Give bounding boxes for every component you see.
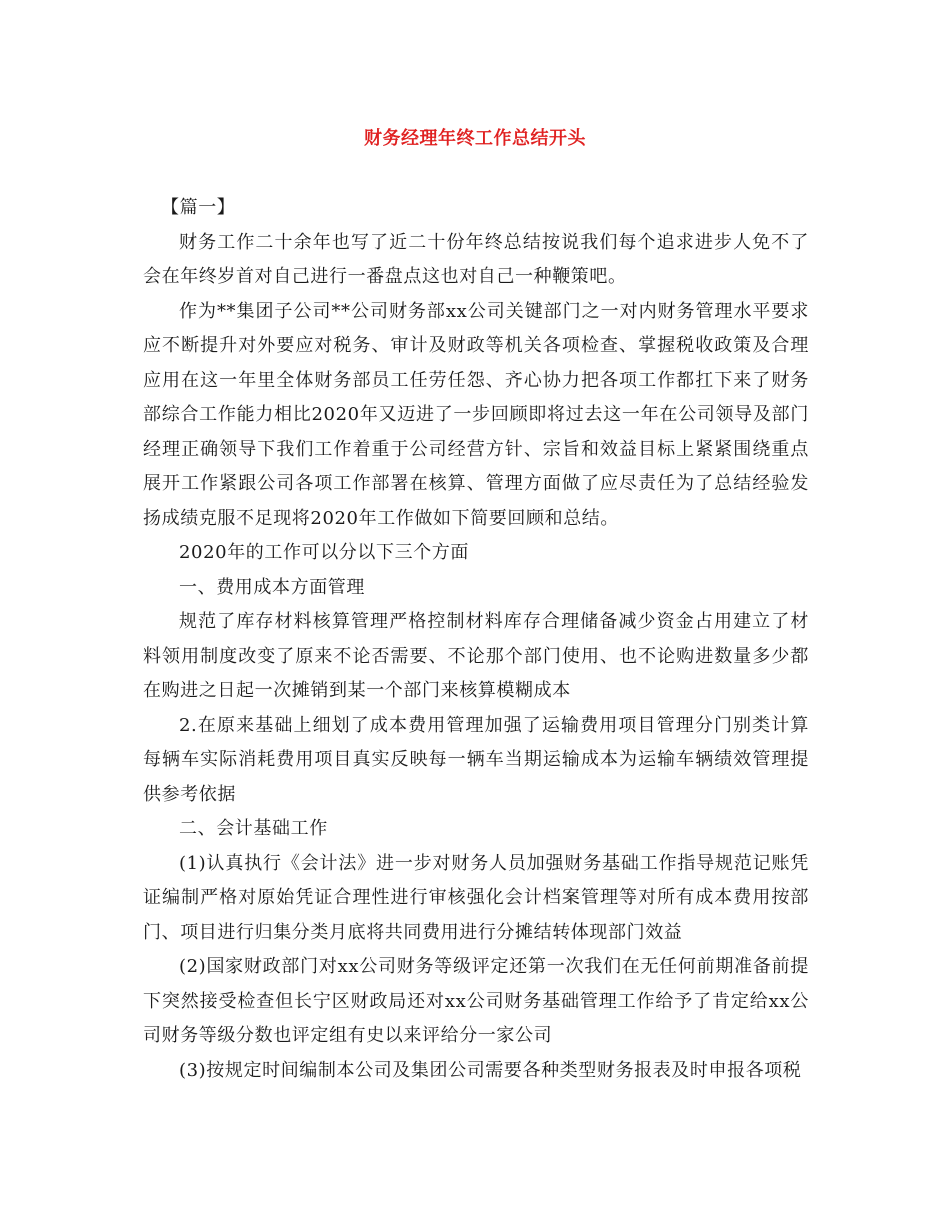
section-heading: 二、会计基础工作	[179, 818, 328, 839]
section-heading: 一、费用成本方面管理	[179, 576, 365, 598]
paragraph: 财务工作二十余年也写了近二十份年终总结按说我们每个追求进步人免不了会在年终岁首对自己进行一番盘点这也对自己一种鞭策吧。	[143, 231, 809, 287]
paragraph: (2)国家财政部门对xx公司财务等级评定还第一次我们在无任何前期准备前提下突然接受检查但长宁区财政局还对xx公司财务基础管理工作给予了肯定给xx公司财务等级分数也评定组有史以来评给分一家公司	[143, 956, 809, 1046]
document-title: 财务经理年终工作总结开头	[364, 128, 586, 149]
paragraph: (3)按规定时间编制本公司及集团公司需要各种类型财务报表及时申报各项税	[179, 1059, 802, 1081]
paragraph: (1)认真执行《会计法》进一步对财务人员加强财务基础工作指导规范记账凭证编制严格对原始凭证合理性进行审核强化会计档案管理等对所有成本费用按部门、项目进行归集分类月底将共同费用进行分摊结转体现部门效益	[143, 852, 809, 943]
paragraph: 作为**集团子公司**公司财务部xx公司关键部门之一对内财务管理水平要求应不断提升对外要应对税务、审计及财政等机关各项检查、掌握税收政策及合理应用在这一年里全体财务部员工任劳任怨、齐心协力把各项工作都扛下来了财务部综合工作能力相比2020年又迈进了一步回顾即将过去这一年在公司领导及部门经理正确领导下我们工作着重于公司经营方针、宗旨和效益目标上紧紧围绕重点展开工作紧跟公司各项工作部署在核算、管理方面做了应尽责任为了总结经验发扬成绩克服不足现将2020年工作做如下简要回顾和总结。	[143, 300, 809, 529]
section-label: 【篇一】	[161, 197, 236, 218]
paragraph: 2.在原来基础上细划了成本费用管理加强了运输费用项目管理分门别类计算每辆车实际消耗费用项目真实反映每一辆车当期运输成本为运输车辆绩效管理提供参考依据	[143, 714, 809, 805]
document-body	[143, 191, 809, 1088]
paragraph: 规范了库存材料核算管理严格控制材料库存合理储备减少资金占用建立了材料领用制度改变了原来不论否需要、不论那个部门使用、也不论购进数量多少都在购进之日起一次摊销到某一个部门来核算模糊成本	[143, 611, 809, 701]
paragraph: 2020年的工作可以分以下三个方面	[179, 542, 470, 563]
